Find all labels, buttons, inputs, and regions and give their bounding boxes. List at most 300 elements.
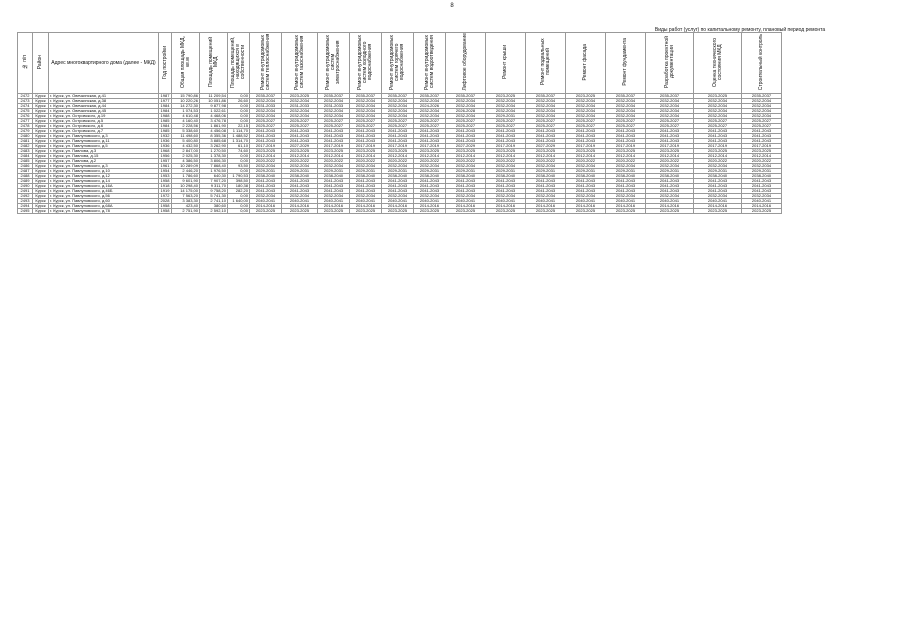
table-cell: 2038-2040 <box>446 174 486 179</box>
table-cell: 1961 <box>159 164 172 169</box>
table-cell: 2040-2041 <box>282 199 318 204</box>
table-cell: 2041-2043 <box>446 134 486 139</box>
table-cell: 2035-2037 <box>350 94 382 99</box>
column-header <box>566 33 606 94</box>
column-header-label: Ремонт внутридомовых систем холодного водоснабжения <box>357 34 373 90</box>
column-header-label: № п/п <box>21 54 28 70</box>
table-cell: 2487 <box>18 169 33 174</box>
table-cell: 2014-2016 <box>382 204 414 209</box>
column-header-label: Ремонт внутридомовых систем электроснабжения <box>325 34 341 90</box>
table-cell: 2032-2034 <box>486 99 526 104</box>
table-cell: 2041-2043 <box>694 139 742 144</box>
table-cell: 2041-2043 <box>606 184 646 189</box>
table-cell: г. Курск, ул. Павлуновского, д.60 <box>49 199 159 204</box>
table-cell: 2040-2041 <box>250 199 282 204</box>
table-cell: 2032-2034 <box>742 109 782 114</box>
table-cell: 2025-2027 <box>606 124 646 129</box>
table-cell: 2012-2014 <box>382 154 414 159</box>
table-cell: 2017-2019 <box>646 144 694 149</box>
table-cell: г. Курск, ул. Павлуновского, д.56 <box>49 194 159 199</box>
table-cell: 2 446,20 <box>172 169 200 174</box>
table-cell: 2041-2043 <box>606 129 646 134</box>
table-cell: 2023-2025 <box>414 149 446 154</box>
table-cell: 2014-2016 <box>486 204 526 209</box>
column-header-label: Ремонт фундамента <box>622 38 628 86</box>
table-cell: 2025-2027 <box>414 119 446 124</box>
table-cell: 2012-2014 <box>414 154 446 159</box>
table-cell: 2026-2028 <box>446 109 486 114</box>
table-cell: 11 209,54 <box>200 94 228 99</box>
table-cell: 2014-2016 <box>694 204 742 209</box>
table-cell: 10 298,40 <box>172 184 200 189</box>
table-cell: Курск <box>33 194 49 199</box>
table-cell: 2032-2034 <box>382 99 414 104</box>
table-cell: 2 592,10 <box>200 209 228 214</box>
table-cell: 2032-2034 <box>446 114 486 119</box>
table-cell: 2041-2043 <box>646 189 694 194</box>
table-cell: 1 074,53 <box>172 109 200 114</box>
table-cell: 1 488,52 <box>228 134 250 139</box>
table-cell: 2041-2043 <box>318 179 350 184</box>
table-cell: 2 025,30 <box>172 154 200 159</box>
table-cell: 7 907,20 <box>200 179 228 184</box>
table-cell: 2012-2014 <box>566 154 606 159</box>
table-cell: 2032-2034 <box>350 104 382 109</box>
table-cell: 5 400,80 <box>172 139 200 144</box>
column-header-label: Ремонт внутридомовых систем теплоснабжения <box>259 33 271 91</box>
table-cell: 2012-2014 <box>318 154 350 159</box>
table-cell: 2035-2037 <box>318 94 350 99</box>
table-cell: 2032-2034 <box>250 164 282 169</box>
table-cell: 2014-2016 <box>526 204 566 209</box>
table-cell: 2031-2033 <box>318 104 350 109</box>
table-cell: 2029-2031 <box>446 169 486 174</box>
table-cell: Курск <box>33 104 49 109</box>
table-cell: 2040-2041 <box>318 199 350 204</box>
table-cell: 2032-2034 <box>446 104 486 109</box>
table-cell: 2032-2034 <box>250 109 282 114</box>
table-cell: 2025-2027 <box>526 124 566 129</box>
table-cell: 2483 <box>18 149 33 154</box>
table-cell: 2040-2041 <box>382 199 414 204</box>
table-cell: 7 868,40 <box>200 164 228 169</box>
table-cell: 1932 <box>159 134 172 139</box>
table-cell: 2032-2034 <box>414 164 446 169</box>
table-cell: г. Курск, ул. Павлуновского, д.46Б <box>49 189 159 194</box>
table-cell: г. Курск, ул. Павлуновского, д.11 <box>49 139 159 144</box>
column-header <box>33 33 49 94</box>
table-cell: 2041-2043 <box>350 129 382 134</box>
table-cell: 2041-2043 <box>250 134 282 139</box>
table-cell: 2028 <box>159 199 172 204</box>
table-cell: 2038-2040 <box>486 174 526 179</box>
table-cell: 2032-2034 <box>606 114 646 119</box>
table-cell: 2038-2040 <box>742 174 782 179</box>
table-cell: 2023-2025 <box>606 209 646 214</box>
table-cell: г. Курск, ул. Овечкинская, д.41 <box>49 94 159 99</box>
table-cell: 2032-2034 <box>382 164 414 169</box>
table-cell: 2477 <box>18 119 33 124</box>
table-cell: 2029-2031 <box>486 169 526 174</box>
table-cell: 2032-2034 <box>414 114 446 119</box>
table-cell: 2032-2034 <box>486 109 526 114</box>
table-cell: 9 877,98 <box>200 104 228 109</box>
table-cell: г. Курск, ул. Островского, д.5 <box>49 119 159 124</box>
table-cell: 2025-2027 <box>350 124 382 129</box>
table-cell: 1968 <box>159 149 172 154</box>
table-cell: 1984 <box>159 104 172 109</box>
table-cell: 180,38 <box>228 184 250 189</box>
table-cell: 2032-2034 <box>566 194 606 199</box>
table-cell: 2020-2022 <box>318 159 350 164</box>
table-cell: 2032-2034 <box>742 164 782 169</box>
table-cell: 2038-2040 <box>318 174 350 179</box>
table-cell: Курск <box>33 139 49 144</box>
table-cell: 2012-2014 <box>742 154 782 159</box>
table-cell: 640,30 <box>200 174 228 179</box>
table-cell: 2023-2025 <box>566 209 606 214</box>
table-cell: 2017-2019 <box>350 144 382 149</box>
table-cell: 2038-2040 <box>526 174 566 179</box>
table-cell: 2041-2043 <box>318 129 350 134</box>
table-cell: 2041-2043 <box>382 139 414 144</box>
table-cell: 2484 <box>18 154 33 159</box>
table-cell: 2025-2027 <box>350 119 382 124</box>
table-cell: 2038-2040 <box>350 174 382 179</box>
table-cell: 0,00 <box>228 119 250 124</box>
table-cell: 2041-2043 <box>414 129 446 134</box>
table-cell: 2041-2043 <box>414 184 446 189</box>
table-cell: 2035-2037 <box>646 94 694 99</box>
table-cell: 2023-2025 <box>742 149 782 154</box>
table-cell: 1984 <box>159 109 172 114</box>
table-cell: 4 468,06 <box>200 114 228 119</box>
table-cell: 1 378,30 <box>200 154 228 159</box>
table-cell: 2017-2019 <box>486 144 526 149</box>
table-cell: 2041-2043 <box>350 179 382 184</box>
table-cell: 2029-2031 <box>742 169 782 174</box>
table-cell: 2023-2025 <box>282 209 318 214</box>
table-cell: 2023-2025 <box>414 209 446 214</box>
table-cell: 2032-2034 <box>566 109 606 114</box>
table-cell: 0,00 <box>228 194 250 199</box>
table-cell: 2041-2043 <box>526 179 566 184</box>
table-cell: 2023-2025 <box>742 209 782 214</box>
table-cell: 2032-2034 <box>382 104 414 109</box>
table-cell: 2041-2043 <box>350 189 382 194</box>
table-cell: 2041-2043 <box>486 139 526 144</box>
table-cell: 2032-2034 <box>694 99 742 104</box>
table-cell: 2025-2027 <box>566 124 606 129</box>
table-cell: 2041-2043 <box>446 139 486 144</box>
table-cell: 2012-2014 <box>446 154 486 159</box>
table-cell: 1919 <box>159 189 172 194</box>
table-cell: 2041-2043 <box>694 134 742 139</box>
table-cell: 2041-2043 <box>382 189 414 194</box>
column-header <box>200 33 228 94</box>
table-cell: 2025-2027 <box>606 119 646 124</box>
table-cell: 2 751,90 <box>172 209 200 214</box>
table-cell: 2029-2031 <box>646 169 694 174</box>
table-cell: 2035-2037 <box>414 94 446 99</box>
table-cell: 2041-2043 <box>742 129 782 134</box>
table-cell: 2032-2034 <box>350 114 382 119</box>
table-cell: 2020-2022 <box>282 159 318 164</box>
table-cell: 2032-2034 <box>486 164 526 169</box>
column-header-label: Строительный контроль <box>758 33 764 91</box>
column-header-label: Общая площадь МКД, кв.м <box>179 36 191 88</box>
table-cell: г. Курск, ул. Павлуновского, д.3 <box>49 164 159 169</box>
column-header <box>250 33 282 94</box>
table-cell: 2032-2034 <box>414 99 446 104</box>
table-cell: 2035-2037 <box>446 94 486 99</box>
column-header-label: Адрес многоквартирного дома (далее - МКД) <box>51 59 156 66</box>
table-cell: 4 432,50 <box>172 144 200 149</box>
table-cell: 2035-2037 <box>742 94 782 99</box>
table-cell: 2032-2034 <box>250 99 282 104</box>
table-cell: 2041-2043 <box>446 189 486 194</box>
table-cell: 2023-2025 <box>694 149 742 154</box>
table-cell: 2476 <box>18 114 33 119</box>
table-cell: 1984 <box>159 124 172 129</box>
table-cell: Курск <box>33 179 49 184</box>
table-cell: 74,60 <box>228 149 250 154</box>
table-cell: Курск <box>33 164 49 169</box>
capital-repair-table <box>17 32 782 214</box>
table-cell: 2012-2014 <box>486 154 526 159</box>
column-header-label: Ремонт внутридомовых систем водоотведения <box>423 34 435 90</box>
table-cell: 2014-2016 <box>250 204 282 209</box>
table-cell: 2032-2034 <box>646 114 694 119</box>
table-cell: 2041-2043 <box>250 139 282 144</box>
table-cell: 2038-2040 <box>694 174 742 179</box>
table-cell: 2017-2019 <box>742 144 782 149</box>
table-cell: 2023-2025 <box>566 149 606 154</box>
table-cell: 2012-2014 <box>606 154 646 159</box>
table-cell: 2491 <box>18 189 33 194</box>
table-cell: 93,50 <box>228 164 250 169</box>
table-cell: 3 476,78 <box>200 119 228 124</box>
table-cell: 2041-2043 <box>350 139 382 144</box>
column-header <box>350 33 382 94</box>
column-header <box>49 33 159 94</box>
table-cell: 2040-2041 <box>694 199 742 204</box>
table-cell: 2041-2043 <box>606 179 646 184</box>
table-cell: 2032-2034 <box>606 194 646 199</box>
table-cell: 2032-2034 <box>526 109 566 114</box>
table-cell: 2025-2027 <box>694 124 742 129</box>
table-cell: 2493 <box>18 199 33 204</box>
column-header-label: Район <box>37 54 43 70</box>
table-cell: 2035-2037 <box>606 94 646 99</box>
table-cell: 2032-2034 <box>646 104 694 109</box>
table-cell: 2025-2027 <box>742 124 782 129</box>
table-cell: 2041-2043 <box>382 134 414 139</box>
table-cell: 2041-2043 <box>566 129 606 134</box>
column-header <box>694 33 742 94</box>
table-cell: 9 601,90 <box>172 179 200 184</box>
table-cell: 1958 <box>159 209 172 214</box>
table-cell: 2020-2022 <box>526 159 566 164</box>
table-cell: г. Курск, ул. Павлуновского, д.14 <box>49 179 159 184</box>
table-cell: 1954 <box>159 169 172 174</box>
table-cell: 1972 <box>159 194 172 199</box>
table-cell: 2014-2016 <box>646 204 694 209</box>
table-cell: 2 741,10 <box>200 199 228 204</box>
table-cell: 2023-2025 <box>606 149 646 154</box>
table-cell: 2014-2016 <box>566 204 606 209</box>
table-cell: 2032-2034 <box>606 104 646 109</box>
table-cell: 2041-2043 <box>742 179 782 184</box>
table-cell: 2032-2034 <box>414 109 446 114</box>
table-cell: г. Курск, ул. Островского, д.7 <box>49 129 159 134</box>
table-cell: 0,00 <box>228 94 250 99</box>
page-number: 8 <box>450 3 454 9</box>
table-cell: 2041-2043 <box>566 179 606 184</box>
table-cell: 1 861,90 <box>200 124 228 129</box>
table-cell: 2029-2031 <box>382 169 414 174</box>
table-cell: 2027-2029 <box>282 144 318 149</box>
table-cell: 2486 <box>18 164 33 169</box>
table-cell: 2020-2022 <box>606 159 646 164</box>
table-cell: 2023-2025 <box>250 149 282 154</box>
table-cell: 2032-2034 <box>606 99 646 104</box>
table-cell: 14 272,30 <box>172 104 200 109</box>
table-cell: 2032-2034 <box>566 164 606 169</box>
column-header <box>742 33 782 94</box>
table-cell: г. Курск, ул. Павлуновского, д.10 <box>49 169 159 174</box>
table-cell: Курск <box>33 129 49 134</box>
table-cell: 1988 <box>159 114 172 119</box>
table-cell: 2032-2034 <box>742 104 782 109</box>
table-cell: 2014-2016 <box>742 204 782 209</box>
table-cell: 2025-2027 <box>282 119 318 124</box>
table-cell: 2041-2043 <box>742 189 782 194</box>
table-cell: 2040-2041 <box>486 199 526 204</box>
table-cell: 2494 <box>18 204 33 209</box>
table-cell: 9 758,20 <box>200 189 228 194</box>
table-cell: 2032-2034 <box>526 164 566 169</box>
table-cell: Курск <box>33 149 49 154</box>
column-header-label: Ремонт внутридомовых систем горячего водоснабжения <box>389 34 405 90</box>
table-cell: 2020-2022 <box>566 159 606 164</box>
table-cell: г. Курск, ул. Овечкинская, д.45 <box>49 109 159 114</box>
table-cell: 0,00 <box>228 154 250 159</box>
table-cell: 4 610,48 <box>172 114 200 119</box>
table-cell: 2029-2031 <box>694 169 742 174</box>
table-cell: 10 289,09 <box>172 164 200 169</box>
table-cell: 1958 <box>159 179 172 184</box>
table-cell: 2041-2043 <box>742 134 782 139</box>
table-cell: 2023-2025 <box>566 94 606 99</box>
table-cell: 2017-2019 <box>694 144 742 149</box>
table-cell: 2041-2043 <box>694 129 742 134</box>
table-cell: 2038-2040 <box>606 174 646 179</box>
table-cell: 1918 <box>159 184 172 189</box>
table-cell: 2029-2031 <box>318 169 350 174</box>
table-cell: Курск <box>33 209 49 214</box>
table-cell: 2041-2043 <box>566 184 606 189</box>
table-cell: 2041-2043 <box>414 134 446 139</box>
table-cell: 1936 <box>159 144 172 149</box>
table-cell: 2032-2034 <box>282 164 318 169</box>
table-cell: 2040-2041 <box>350 199 382 204</box>
table-cell: 2041-2043 <box>566 134 606 139</box>
table-cell: 2040-2041 <box>566 199 606 204</box>
table-cell: 2032-2034 <box>606 109 646 114</box>
table-cell: 2041-2043 <box>382 184 414 189</box>
table-cell: 2032-2034 <box>742 194 782 199</box>
table-cell: 2040-2041 <box>646 199 694 204</box>
table-cell: 2014-2016 <box>318 204 350 209</box>
table-cell: 0,00 <box>228 169 250 174</box>
table-cell: 2023-2025 <box>382 149 414 154</box>
column-header <box>646 33 694 94</box>
table-cell: 2041-2043 <box>414 139 446 144</box>
table-cell: 2023-2025 <box>250 209 282 214</box>
table-cell: 2020-2022 <box>382 159 414 164</box>
table-cell: 380,60 <box>200 204 228 209</box>
column-header-label: Ремонт подвальных помещений <box>539 38 551 86</box>
table-cell: 2482 <box>18 144 33 149</box>
table-cell: 2012-2014 <box>282 154 318 159</box>
table-cell: 2041-2043 <box>646 139 694 144</box>
table-cell: 2041-2043 <box>250 129 282 134</box>
table-cell: 2029-2031 <box>350 169 382 174</box>
table-cell: Курск <box>33 154 49 159</box>
column-header <box>318 33 350 94</box>
table-cell: 2029-2031 <box>606 169 646 174</box>
table-cell: 2479 <box>18 129 33 134</box>
table-cell: Курск <box>33 199 49 204</box>
table-cell: 2023-2025 <box>646 209 694 214</box>
table-cell: 2473 <box>18 99 33 104</box>
table-cell: 1 022,61 <box>200 109 228 114</box>
table-cell: 2025-2027 <box>566 119 606 124</box>
table-cell: 2041-2043 <box>250 179 282 184</box>
table-cell: 2031-2033 <box>282 104 318 109</box>
table-cell: 2032-2034 <box>318 164 350 169</box>
table-cell: 2035-2037 <box>250 94 282 99</box>
table-cell: Курск <box>33 189 49 194</box>
table-cell: 2032-2034 <box>382 109 414 114</box>
table-cell: 2025-2027 <box>318 124 350 129</box>
table-cell: 1 786,60 <box>172 174 200 179</box>
table-cell: 2488 <box>18 174 33 179</box>
table-body <box>18 94 782 214</box>
table-cell: 2492 <box>18 194 33 199</box>
table-cell: 2025-2027 <box>382 124 414 129</box>
table-cell: 2032-2034 <box>318 109 350 114</box>
table-cell: 2012-2014 <box>694 154 742 159</box>
table-cell: 2041-2043 <box>318 184 350 189</box>
table-cell: 2041-2043 <box>446 184 486 189</box>
table-cell: 2017-2019 <box>606 144 646 149</box>
table-cell: 2032-2034 <box>282 99 318 104</box>
table-cell: 2032-2034 <box>694 109 742 114</box>
table-cell: 2041-2043 <box>282 189 318 194</box>
table-cell: 2041-2043 <box>282 129 318 134</box>
table-cell: Курск <box>33 119 49 124</box>
column-header <box>282 33 318 94</box>
table-cell: 2025-2027 <box>250 124 282 129</box>
table-cell: 2029-2031 <box>414 169 446 174</box>
column-header <box>159 33 172 94</box>
table-cell: 2025-2027 <box>646 119 694 124</box>
table-cell: 2489 <box>18 179 33 184</box>
table-cell: 2032-2034 <box>526 114 566 119</box>
table-cell: 2038-2040 <box>414 174 446 179</box>
